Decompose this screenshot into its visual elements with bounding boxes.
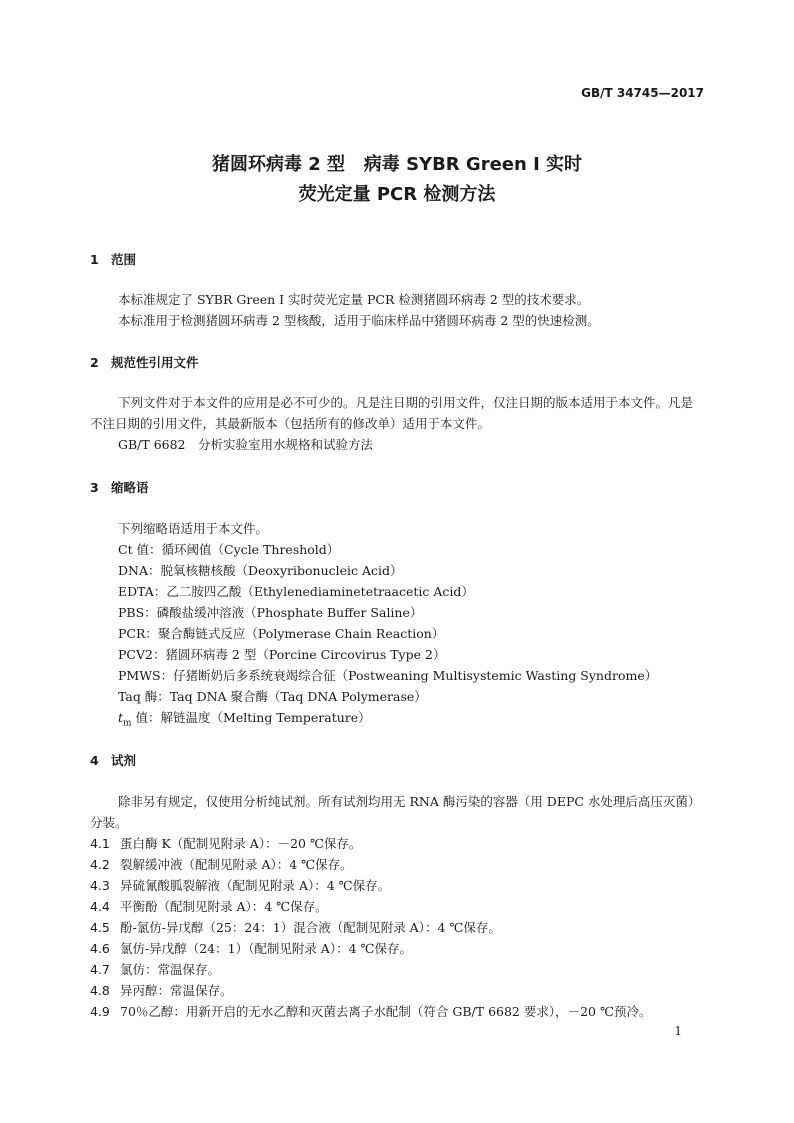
- section-number: 3: [90, 480, 99, 495]
- scope-line-2: 本标准用于检测猪圆环病毒 2 型核酸，适用于临床样品中猪圆环病毒 2 型的快速检测。: [118, 313, 600, 328]
- item-text: 异丙醇：常温保存。: [120, 983, 233, 998]
- tm-symbol: t: [118, 710, 124, 725]
- abbreviation-ct: Ct 值：循环阈值（Cycle Threshold）: [118, 542, 340, 557]
- section-number: 1: [90, 252, 99, 267]
- reagent-item: [90, 1002, 651, 1020]
- item-text: 蛋白酶 K（配制见附录 A）：－20 ℃保存。: [120, 836, 362, 851]
- reagents-paragraph: 除非另有规定，仅使用分析纯试剂。所有试剂均用无 RNA 酶污染的容器（用 DEPC 水处理后高压灭菌）分装。: [90, 794, 701, 830]
- tm-definition: 值：解链温度（Melting Temperature）: [131, 710, 371, 725]
- section-2-heading: [90, 353, 199, 371]
- section-1-heading: [90, 250, 136, 268]
- item-text: 氯仿-异戊醇（24：1）（配制见附录 A）：4 ℃保存。: [120, 941, 412, 956]
- item-text: 氯仿：常温保存。: [120, 962, 221, 977]
- abbreviations-intro: 下列缩略语适用于本文件。: [118, 521, 269, 536]
- item-number: 4.3: [90, 878, 110, 893]
- item-text: 异硫氰酸胍裂解液（配制见附录 A）：4 ℃保存。: [120, 878, 391, 893]
- item-number: 4.8: [90, 983, 110, 998]
- standard-code: GB/T 34745—2017: [581, 86, 704, 100]
- abbreviation-pcr: PCR：聚合酶链式反应（Polymerase Chain Reaction）: [118, 626, 445, 641]
- item-number: 4.9: [90, 1004, 110, 1019]
- section-number: 4: [90, 753, 99, 768]
- tm-subscript: m: [123, 718, 132, 729]
- section-number: 2: [90, 355, 99, 370]
- section-title: 缩略语: [111, 480, 149, 495]
- reagent-item: [90, 981, 233, 999]
- abbreviation-dna: DNA：脱氧核糖核酸（Deoxyribonucleic Acid）: [118, 563, 403, 578]
- section-title: 范围: [111, 252, 137, 267]
- abbreviation-pbs: PBS：磷酸盐缓冲溶液（Phosphate Buffer Saline）: [118, 605, 423, 620]
- section-4-heading: [90, 751, 136, 769]
- reagent-item: [90, 960, 220, 978]
- section-title: 规范性引用文件: [111, 355, 199, 370]
- abbreviation-pmws: PMWS：仔猪断奶后多系统衰竭综合征（Postweaning Multisystemic Wasting Syndrome）: [118, 668, 658, 683]
- item-number: 4.1: [90, 836, 110, 851]
- page-number: 1: [674, 1024, 682, 1038]
- abbreviation-taq: Taq 酶：Taq DNA 聚合酶（Taq DNA Polymerase）: [118, 689, 427, 704]
- item-number: 4.6: [90, 941, 110, 956]
- title-line-1: 猪圆环病毒 2 型 病毒 SYBR Green Ⅰ 实时: [211, 154, 583, 175]
- item-text: 裂解缓冲液（配制见附录 A）：4 ℃保存。: [120, 857, 353, 872]
- reference-item: GB/T 6682 分析实验室用水规格和试验方法: [118, 437, 374, 452]
- reagent-item: [90, 939, 412, 957]
- reagent-item: [90, 918, 501, 936]
- section-title: 试剂: [111, 753, 137, 768]
- reagent-item: [90, 834, 361, 852]
- abbreviation-edta: EDTA：乙二胺四乙酸（Ethylenediaminetetraacetic Acid）: [118, 584, 474, 599]
- abbreviation-tm: [118, 708, 371, 729]
- title-line-2: 荧光定量 PCR 检测方法: [298, 184, 496, 205]
- item-number: 4.5: [90, 920, 110, 935]
- item-number: 4.4: [90, 899, 110, 914]
- section-3-heading: [90, 478, 149, 496]
- abbreviation-pcv2: PCV2：猪圆环病毒 2 型（Porcine Circovirus Type 2）: [118, 647, 446, 662]
- item-number: 4.2: [90, 857, 110, 872]
- item-number: 4.7: [90, 962, 110, 977]
- scope-line-1: 本标准规定了 SYBR Green Ⅰ 实时荧光定量 PCR 检测猪圆环病毒 2 型的技术要求。: [118, 292, 590, 307]
- reagent-item: [90, 876, 390, 894]
- reagent-item: [90, 855, 353, 873]
- item-text: 70％乙醇：用新开启的无水乙醇和灭菌去离子水配制（符合 GB/T 6682 要求），－20 ℃预冷。: [120, 1004, 652, 1019]
- item-text: 平衡酚（配制见附录 A）：4 ℃保存。: [120, 899, 328, 914]
- reagent-item: [90, 897, 328, 915]
- item-text: 酚-氯仿-异戊醇（25：24：1）混合液（配制见附录 A）：4 ℃保存。: [120, 920, 501, 935]
- references-paragraph: 下列文件对于本文件的应用是必不可少的。凡是注日期的引用文件，仅注日期的版本适用于本文件。凡是不注日期的引用文件，其最新版本（包括所有的修改单）适用于本文件。: [90, 395, 694, 431]
- document-title: [0, 150, 794, 210]
